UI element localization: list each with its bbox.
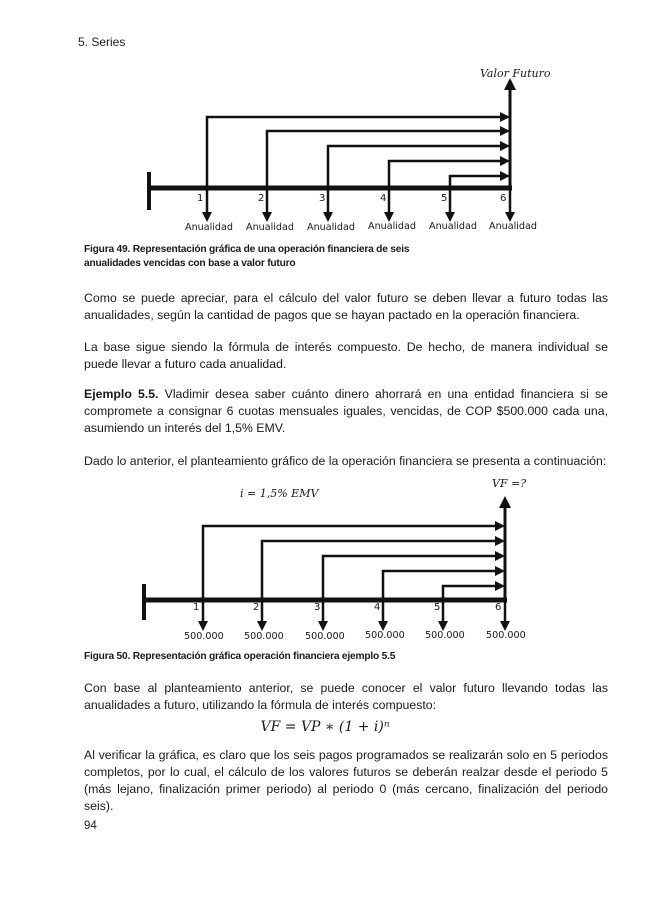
figure-50-caption: Figura 50. Representación gráfica operación financiera ejemplo 5.5: [84, 651, 396, 662]
tick-2: 2: [258, 193, 265, 204]
paragraph-4: Dado lo anterior, el planteamiento gráfico de la operación financiera se presenta a continuación:: [84, 454, 607, 468]
payment-label-5: 500.000: [425, 630, 465, 641]
tick2-2: 2: [253, 602, 260, 613]
tick-3: 3: [319, 193, 326, 204]
flow-3: [328, 146, 505, 188]
tick-6: 6: [500, 193, 507, 204]
tick2-6: 6: [495, 602, 502, 613]
compound-interest-formula: VF = VP ∗ (1 + i)ⁿ: [260, 719, 390, 735]
figure-49-caption: Figura 49. Representación gráfica de una operación financiera de seis anualidades vencidas con base a valor futuro: [84, 244, 410, 269]
flow2-3: [323, 556, 500, 600]
flow-1: [207, 117, 505, 188]
tick2-3: 3: [314, 602, 321, 613]
annuity-label-3: Anualidad: [307, 222, 355, 233]
figure-49-diagram: [0, 60, 650, 240]
tick-4: 4: [380, 193, 387, 204]
flow2-1: [203, 526, 500, 600]
payment-label-6: 500.000: [486, 630, 526, 641]
paragraph-6: Al verificar la gráfica, es claro que los seis pagos programados se realizarán solo en 5 periodos completos, por lo cual, el cálculo de los valores futuros se deberán realzar desde el periodo 5 (más lejano, finalización primer periodo) al periodo 0 (más cercano, finalización del periodo seis).: [84, 748, 608, 813]
figure-50-diagram: [0, 490, 650, 650]
running-header: 5. Series: [78, 35, 126, 49]
flow-4: [389, 161, 505, 188]
tick2-1: 1: [193, 602, 200, 613]
paragraph-5: Con base al planteamiento anterior, se puede conocer el valor futuro llevando todas las anualidades a futuro, utilizando la fórmula de interés compuesto:: [84, 681, 608, 712]
flow-2: [267, 131, 505, 188]
paragraph-1: Como se puede apreciar, para el cálculo del valor futuro se deben llevar a futuro todas las anualidades, según la cantidad de pagos que se hayan pactado en la operación financiera.: [84, 291, 608, 322]
annuity-label-2: Anualidad: [246, 222, 294, 233]
tick2-4: 4: [374, 602, 381, 613]
tick-5: 5: [441, 193, 448, 204]
tick2-5: 5: [434, 602, 441, 613]
payment-label-3: 500.000: [305, 631, 345, 642]
annuity-label-6: Anualidad: [489, 221, 537, 232]
payment-label-1: 500.000: [184, 631, 224, 642]
tick-1: 1: [197, 193, 204, 204]
example-label: Ejemplo 5.5.: [84, 387, 159, 401]
vf-unknown-label: VF =?: [492, 477, 527, 490]
paragraph-example: Ejemplo 5.5. Vladimir desea saber cuánto dinero ahorrará en una entidad financiera si se compromete a consignar 6 cuotas mensuales iguales, vencidas, de COP $500.000 cada una, asumiendo un interés del 1,5% EMV.: [84, 387, 609, 435]
interest-rate-label: i = 1,5% EMV: [240, 487, 319, 500]
payment-label-2: 500.000: [244, 631, 284, 642]
paragraph-2: La base sigue siendo la fórmula de interés compuesto. De hecho, de manera individual se puede llevar a futuro cada anualidad.: [84, 340, 608, 371]
annuity-label-5: Anualidad: [429, 221, 477, 232]
annuity-label-1: Anualidad: [185, 222, 233, 233]
page-number: 94: [84, 820, 97, 832]
future-value-label: Valor Futuro: [480, 67, 551, 80]
annuity-label-4: Anualidad: [368, 221, 416, 232]
payment-label-4: 500.000: [365, 630, 405, 641]
